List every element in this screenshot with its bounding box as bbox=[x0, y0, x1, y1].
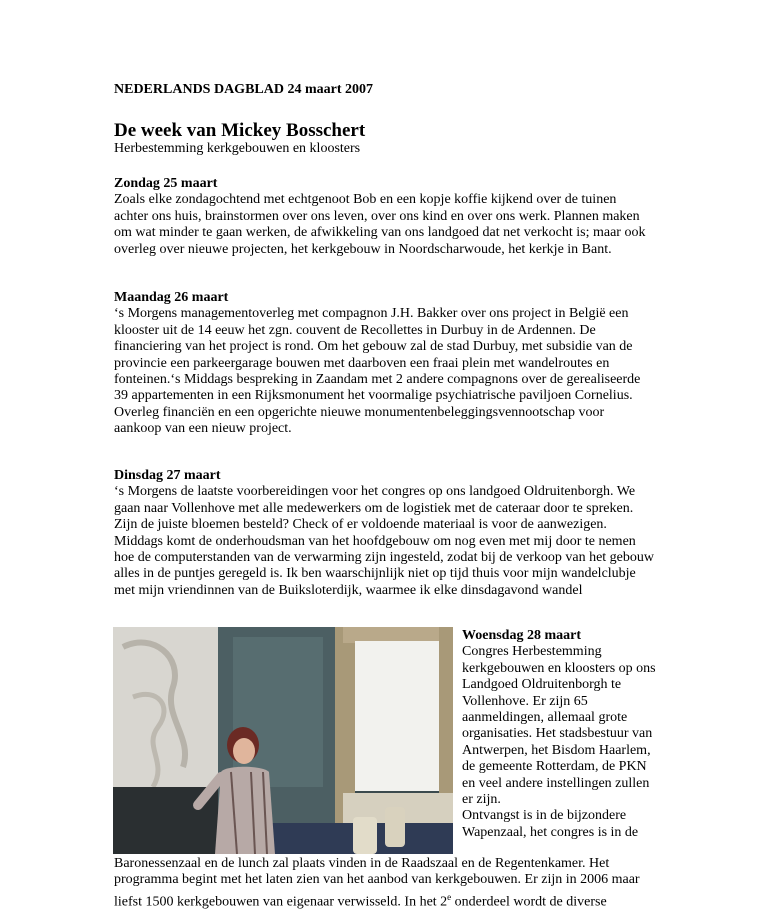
day-section-monday bbox=[114, 290, 654, 438]
day-text: Zoals elke zondagochtend met echtgenoot Bob en een kopje koffie kijkend over de tuinen achter ons huis, brainstormen over ons leven, over ons kind en over ons werk. Plannen maken om wat minder te gaan werken, de afwikkeling van ons landgoed dat net verkocht is; maar ook overleg over nieuwe projecten, het kerkgebouw in Noordscharwoude, het kerkje in Bant. bbox=[114, 192, 646, 257]
ordinal-superscript: e bbox=[447, 891, 452, 902]
day-heading: Maandag 26 maart bbox=[114, 290, 229, 305]
newspaper-source: NEDERLANDS DAGBLAD 24 maart 2007 bbox=[114, 82, 374, 97]
article-photo bbox=[113, 627, 453, 854]
day-section-wednesday bbox=[462, 628, 662, 841]
article-subtitle: Herbestemming kerkgebouwen en kloosters bbox=[114, 141, 361, 156]
day-text: ‘s Morgens de laatste voorbereidingen voor het congres op ons landgoed Oldruitenborgh. We gaan naar Vollenhove met alle medewerkers om de logistiek met de cateraar door te spreken. Zijn de juiste bloemen besteld? Check of er voldoende materiaal is voor de aanwezigen. Middags komt de onderhoudsman van het hoofdgebouw om nog even met mij door te nemen hoe de computerstanden van de verwarming zijn ingesteld, zodat bij de verkoop van het gebouw alles in de puntjes geregeld is. Ik ben waarschijnlijk niet op tijd thuis voor mijn wandelclubje met mijn vriendinnen van de Buiksloterdijk, waarmee ik elke dinsdagavond wandel bbox=[114, 484, 654, 598]
day-section-tuesday bbox=[114, 468, 654, 599]
day-text: ‘s Morgens managementoverleg met compagnon J.H. Bakker over ons project in België een klooster uit de 14 eeuw het zgn. couvent de Recollettes in Durbuy in de Ardennen. De financiering van het project is rond. Om het gebouw zal de stad Durbuy, met subsidie van de provincie een parkeergarage bouwen met daarboven een fraai plein met wandelroutes en fonteinen.‘s Middags bespreking in Zaandam met 2 andere compagnons over de gerealiseerde 39 appartementen in een Rijksmonument het voormalige psychiatrische paviljoen Cornelius. Overleg financiën en een opgerichte nieuwe monumentenbeleggingsvennootschap voor aankoop van een nieuw project. bbox=[114, 306, 641, 437]
day-section-sunday bbox=[114, 176, 654, 258]
day-heading: Zondag 25 maart bbox=[114, 176, 218, 191]
day-heading: Dinsdag 27 maart bbox=[114, 468, 221, 483]
wednesday-text-continued bbox=[114, 856, 654, 911]
day-text: Congres Herbestemming kerkgebouwen en kloosters op ons Landgoed Oldruitenborgh te Vollenhove. Er zijn 65 aanmeldingen, allemaal grote organisaties. Het stadsbestuur van Antwerpen, het Bisdom Haarlem, de gemeente Rotterdam, de PKN en veel andere instellingen zullen er zijn. bbox=[462, 644, 656, 808]
day-text: onderdeel wordt de diverse bbox=[451, 894, 607, 910]
day-heading: Woensdag 28 maart bbox=[462, 628, 581, 643]
day-text: Baronessenzaal en de lunch zal plaats vinden in de Raadszaal en de Regentenkamer. Het programma begint met het laten zien van het aanbod van kerkgebouwen. Er zijn in 2006 maar liefst 1500 kerkgebouwen van eigenaar verwisseld. In het 2 bbox=[114, 856, 640, 910]
article-title: De week van Mickey Bosschert bbox=[114, 120, 366, 141]
day-text-continued: Ontvangst is in de bijzondere Wapenzaal, het congres is in de bbox=[462, 808, 639, 840]
